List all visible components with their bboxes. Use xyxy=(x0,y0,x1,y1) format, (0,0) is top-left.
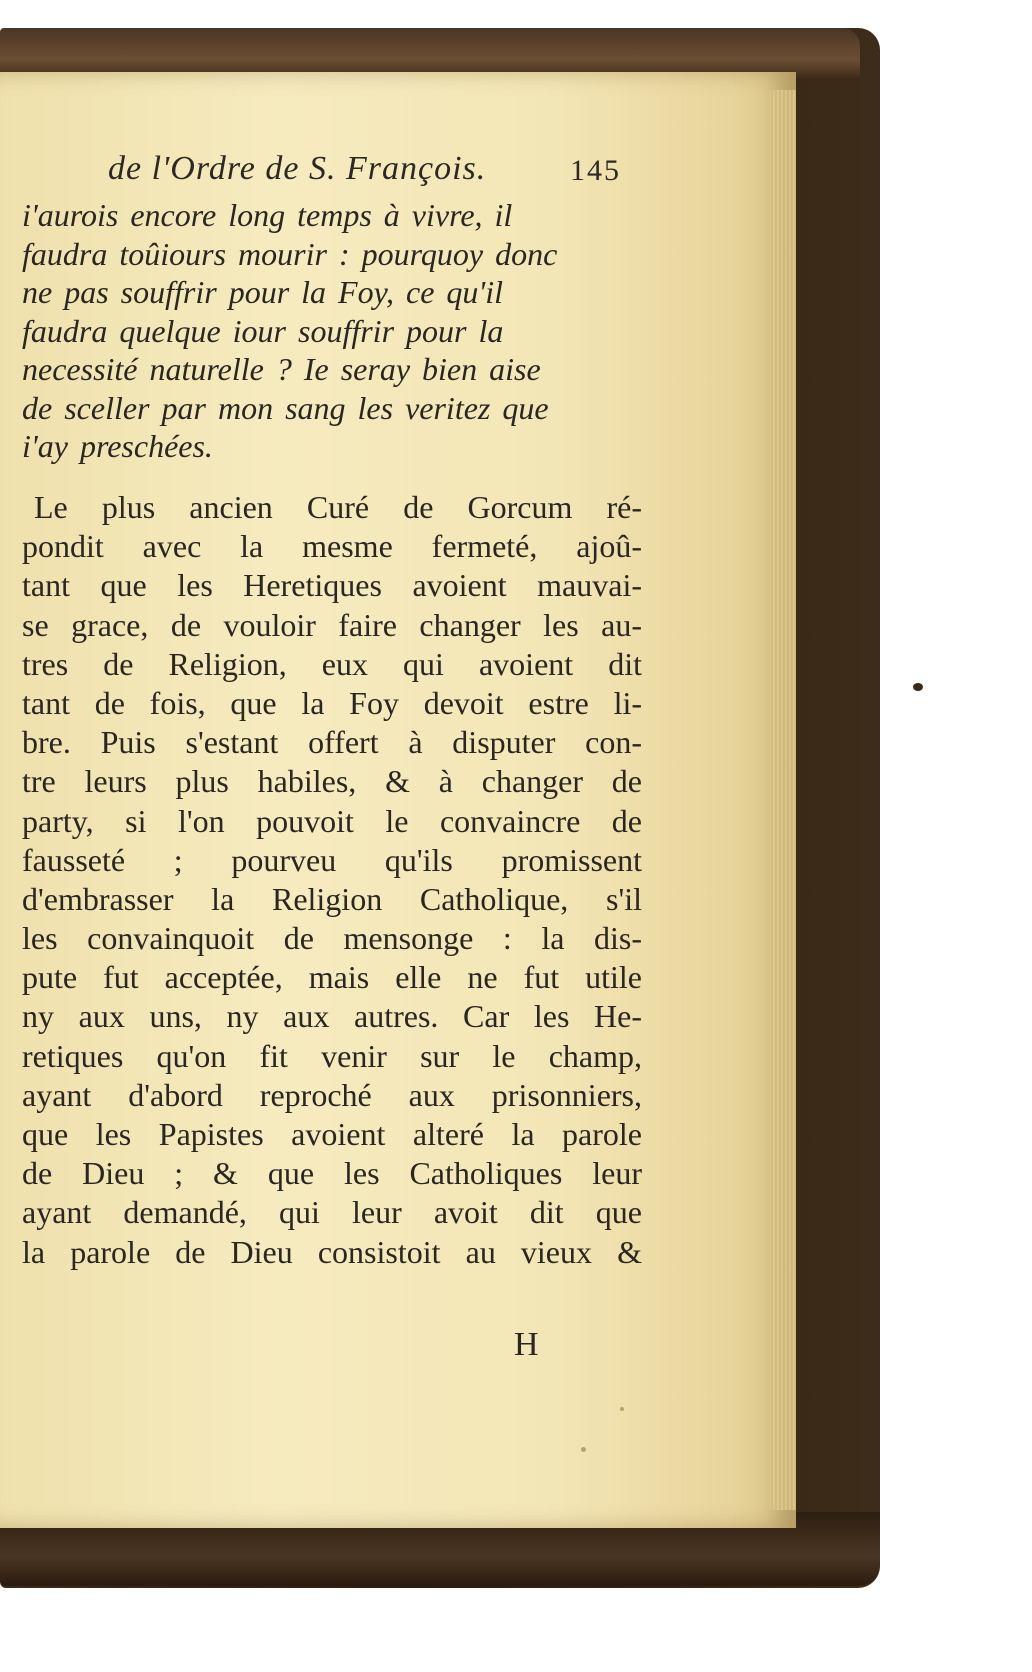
paper-spot xyxy=(581,1447,586,1452)
text-line: ny aux uns, ny aux autres. Car les He- xyxy=(22,998,642,1035)
text-line: d'embrasser la Religion Catholique, s'il xyxy=(22,880,642,917)
text-line: de sceller par mon sang les veritez que xyxy=(22,389,549,426)
text-line: tres de Religion, eux qui avoient dit xyxy=(22,645,642,682)
text-line: fausseté ; pourveu qu'ils promissent xyxy=(22,841,642,878)
text-line: party, si l'on pouvoit le convaincre de xyxy=(22,802,642,839)
text-line: les convainquoit de mensonge : la dis- xyxy=(22,920,642,957)
text-line: pondit avec la mesme fermeté, ajoû- xyxy=(22,528,642,565)
page-number: 145 xyxy=(570,154,621,187)
signature-mark: H xyxy=(514,1326,539,1363)
text-line: se grace, de vouloir faire changer les au- xyxy=(22,606,642,643)
text-line: que les Papistes avoient alteré la parole xyxy=(22,1116,642,1152)
text-line: ayant d'abord reproché aux prisonniers, xyxy=(22,1076,642,1113)
text-line: faudra quelque iour souffrir pour la xyxy=(22,312,504,349)
text-line: tant de fois, que la Foy devoit estre li- xyxy=(22,684,642,721)
text-line: ne pas souffrir pour la Foy, ce qu'il xyxy=(22,274,504,310)
text-line: pute fut acceptée, mais elle ne fut utile xyxy=(22,959,642,996)
paper-spot xyxy=(620,1407,624,1411)
body-paragraph xyxy=(22,488,642,1272)
text-line: necessité naturelle ? Ie seray bien aise xyxy=(22,351,541,387)
text-line: de Dieu ; & que les Catholiques leur xyxy=(22,1155,642,1192)
text-line: faudra toûiours mourir : pourquoy donc xyxy=(22,235,558,272)
text-line: bre. Puis s'estant offert à disputer con- xyxy=(22,724,642,761)
text-line: tre leurs plus habiles, & à changer de xyxy=(22,763,642,800)
text-line: i'aurois encore long temps à vivre, il xyxy=(22,197,513,233)
text-line: la parole de Dieu consistoit au vieux & xyxy=(22,1233,642,1270)
text-line: retiques qu'on fit venir sur le champ, xyxy=(22,1037,642,1074)
text-line: ayant demandé, qui leur avoit dit que xyxy=(22,1194,642,1231)
text-line: Le plus ancien Curé de Gorcum ré- xyxy=(34,489,642,525)
text-line: i'ay preschées. xyxy=(22,428,213,464)
running-head: de l'Ordre de S. François. xyxy=(108,150,487,187)
italic-quotation xyxy=(22,196,642,466)
ink-spot xyxy=(913,683,923,691)
page-fore-edge xyxy=(770,90,796,1510)
text-line: tant que les Heretiques avoient mauvai- xyxy=(22,567,642,604)
